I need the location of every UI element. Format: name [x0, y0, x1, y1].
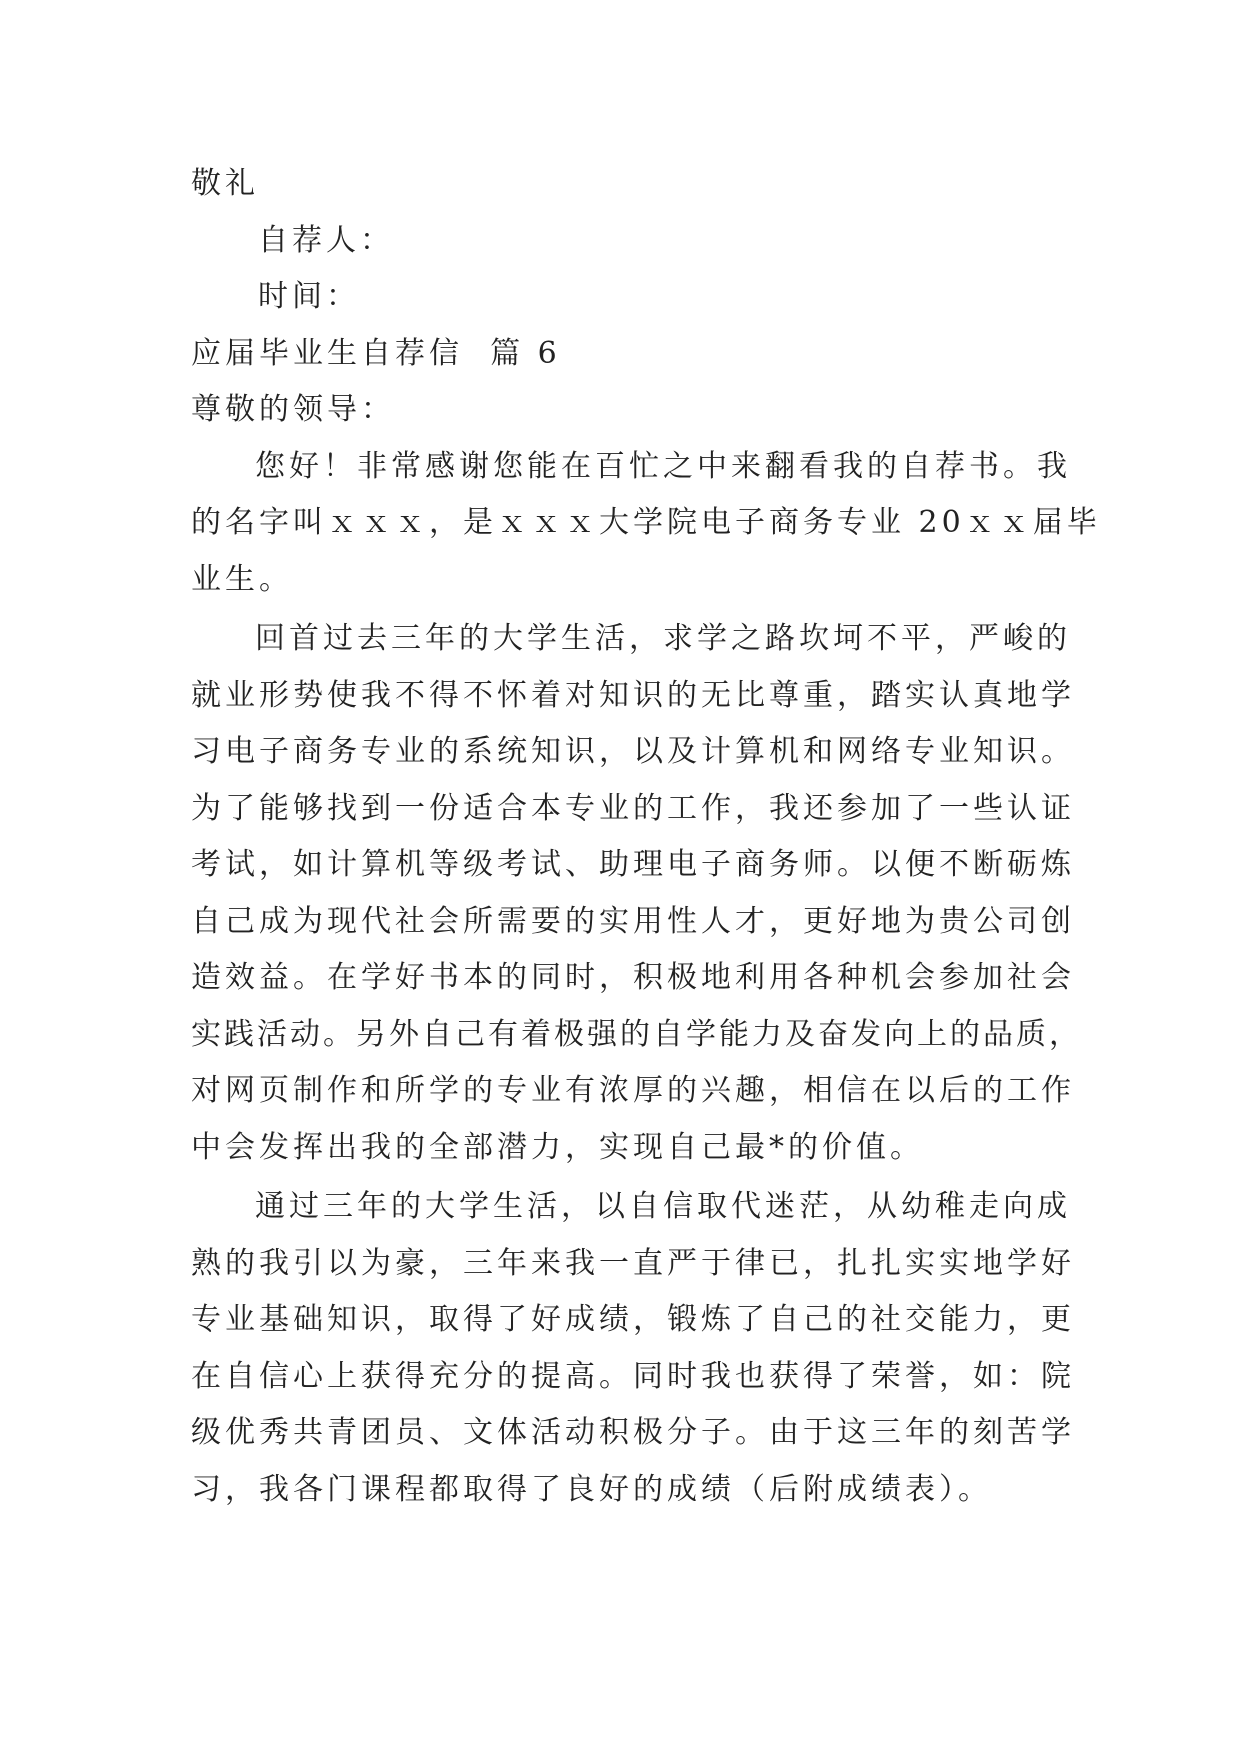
paragraph-2-line-7: 造效益。在学好书本的同时，积极地利用各种机会参加社会	[191, 960, 1075, 995]
paragraph-2-line-1: 回首过去三年的大学生活，求学之路坎坷不平，严峻的	[255, 621, 1071, 656]
time-line: 时间：	[258, 279, 360, 314]
paragraph-3-line-5: 级优秀共青团员、文体活动积极分子。由于这三年的刻苦学	[191, 1415, 1075, 1450]
paragraph-2-line-6: 自己成为现代社会所需要的实用性人才，更好地为贵公司创	[191, 904, 1075, 939]
paragraph-3-line-3: 专业基础知识，取得了好成绩，锻炼了自己的社交能力，更	[191, 1302, 1075, 1337]
paragraph-3-line-1: 通过三年的大学生活，以自信取代迷茫，从幼稚走向成	[255, 1189, 1071, 1224]
paragraph-3-line-4: 在自信心上获得充分的提高。同时我也获得了荣誉，如：院	[191, 1359, 1075, 1394]
paragraph-3-line-6: 习，我各门课程都取得了良好的成绩（后附成绩表）。	[191, 1472, 992, 1507]
paragraph-1-line-2: 的名字叫ｘｘｘ，是ｘｘｘ大学院电子商务专业 20ｘｘ届毕	[191, 505, 1101, 540]
section-title: 应届毕业生自荐信 篇 6	[191, 336, 561, 371]
paragraph-2-line-10: 中会发挥出我的全部潜力，实现自己最*的价值。	[191, 1130, 924, 1165]
paragraph-2-line-9: 对网页制作和所学的专业有浓厚的兴趣，相信在以后的工作	[191, 1073, 1075, 1108]
paragraph-2-line-2: 就业形势使我不得不怀着对知识的无比尊重，踏实认真地学	[191, 678, 1075, 713]
paragraph-1-line-1: 您好！非常感谢您能在百忙之中来翻看我的自荐书。我	[255, 449, 1071, 484]
paragraph-3-line-2: 熟的我引以为豪，三年来我一直严于律已，扎扎实实地学好	[191, 1246, 1075, 1281]
recommender-line: 自荐人：	[258, 223, 394, 258]
closing-line: 敬礼	[191, 166, 259, 201]
paragraph-2-line-5: 考试，如计算机等级考试、助理电子商务师。以便不断砺炼	[191, 847, 1075, 882]
paragraph-2-line-8: 实践活动。另外自己有着极强的自学能力及奋发向上的品质，	[191, 1017, 1082, 1052]
paragraph-1-line-3: 业生。	[191, 562, 293, 597]
salutation: 尊敬的领导：	[191, 392, 395, 427]
paragraph-2-line-3: 习电子商务专业的系统知识，以及计算机和网络专业知识。	[191, 734, 1075, 769]
paragraph-2-line-4: 为了能够找到一份适合本专业的工作，我还参加了一些认证	[191, 791, 1075, 826]
